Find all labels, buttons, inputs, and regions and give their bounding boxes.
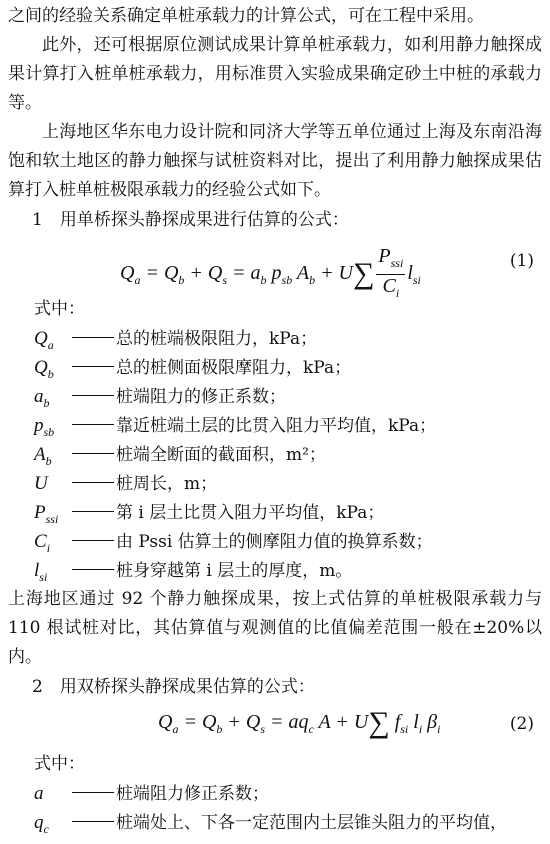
paragraph: 之间的经验关系确定单桩承载力的计算公式，可在工程中采用。	[8, 6, 484, 26]
definition-text: 桩端全断面的截面积，m²；	[116, 445, 326, 465]
definition-symbol: $a_b$	[34, 386, 50, 410]
definition-symbol: $l_{si}$	[34, 560, 48, 584]
definition-text: 靠近桩端土层的比贯入阻力平均值，kPa；	[116, 416, 437, 436]
definition-symbol: $P_{ssi}$	[34, 502, 59, 526]
definition-symbol: $q_c$	[34, 812, 49, 836]
definition-symbol: U	[34, 473, 48, 494]
definition-row	[8, 353, 542, 382]
definition-symbol: $Q_b$	[34, 357, 54, 381]
definition-symbol: a	[34, 783, 44, 804]
definition-text: 由 Pssi 估算土的侧摩阻力值的换算系数；	[116, 532, 433, 552]
definition-text: 第 i 层土比贯入阻力平均值，kPa；	[116, 503, 385, 523]
dash-divider	[72, 569, 114, 570]
definition-text: 桩身穿越第 i 层土的厚度，m。	[116, 561, 353, 581]
formula-1-expression: $Q_a = Q_b + Q_s = a_b$ $p_{sb}$ $A_b + U\sum$ $\frac{P_{ssi}}{C_i}$ $l_{si}$	[120, 245, 421, 300]
definition-symbol: $C_i$	[34, 531, 51, 555]
where-label: 式中：	[34, 754, 85, 774]
definition-row	[8, 779, 542, 808]
definition-row	[8, 382, 542, 411]
definition-row	[8, 440, 542, 469]
paragraph: 上海地区通过 92 个静力触探成果，按上式估算的单桩极限承载力与 110 根试桩对比，其估算值与观测值的比值偏差范围一般在±20%以内。	[8, 589, 542, 667]
definition-text: 桩端阻力的修正系数；	[116, 387, 286, 407]
definition-text: 桩端阻力修正系数；	[116, 784, 269, 804]
definition-row	[8, 498, 542, 527]
formula-2-number: (2)	[509, 714, 534, 734]
formula-2	[8, 704, 542, 748]
section-heading-1: 1 用单桥探头静探成果进行估算的公式：	[32, 210, 349, 230]
definition-row	[8, 556, 542, 585]
paragraph: 上海地区华东电力设计院和同济大学等五单位通过上海及东南沿海饱和软土地区的静力触探与试桩资料对比，提出了利用静力触探成果估算打入桩单桩极限承载力的经验公式如下。	[8, 122, 542, 200]
dash-divider	[72, 395, 114, 396]
definition-row	[8, 808, 542, 837]
dash-divider	[72, 482, 114, 483]
definition-row	[8, 469, 542, 498]
definition-row	[8, 324, 542, 353]
dash-divider	[72, 821, 114, 822]
dash-divider	[72, 453, 114, 454]
dash-divider	[72, 511, 114, 512]
definition-symbol: $Q_a$	[34, 328, 54, 352]
definition-row	[8, 411, 542, 440]
formula-1-number: (1)	[509, 251, 534, 271]
paragraph: 此外，还可根据原位测试成果计算单桩承载力，如利用静力触探成果计算打入桩单桩承载力，用标准贯入实验成果确定砂土中桩的承载力等。	[8, 35, 542, 113]
definition-list-2	[8, 779, 542, 837]
section-heading-2: 2 用双桥探头静探成果估算的公式：	[32, 677, 315, 697]
formula-1	[8, 237, 542, 300]
definition-text: 桩端处上、下各一定范围内土层锥头阻力的平均值，	[116, 813, 507, 833]
definition-symbol: $p_{sb}$	[34, 415, 55, 439]
definition-symbol: $A_b$	[34, 444, 52, 468]
dash-divider	[72, 540, 114, 541]
formula-2-expression: $Q_a = Q_b + Q_s = aq_c$ A + U∑ $f_{si}$ $l_i$ $\beta_i$	[158, 706, 441, 739]
dash-divider	[72, 424, 114, 425]
dash-divider	[72, 366, 114, 367]
dash-divider	[72, 792, 114, 793]
definition-text: 总的桩侧面极限摩阻力，kPa；	[116, 358, 352, 378]
definition-text: 总的桩端极限阻力，kPa；	[116, 329, 318, 349]
definition-row	[8, 527, 542, 556]
definition-text: 桩周长，m；	[116, 474, 218, 494]
dash-divider	[72, 337, 114, 338]
where-label: 式中：	[34, 299, 85, 319]
definition-list-1	[8, 324, 542, 585]
